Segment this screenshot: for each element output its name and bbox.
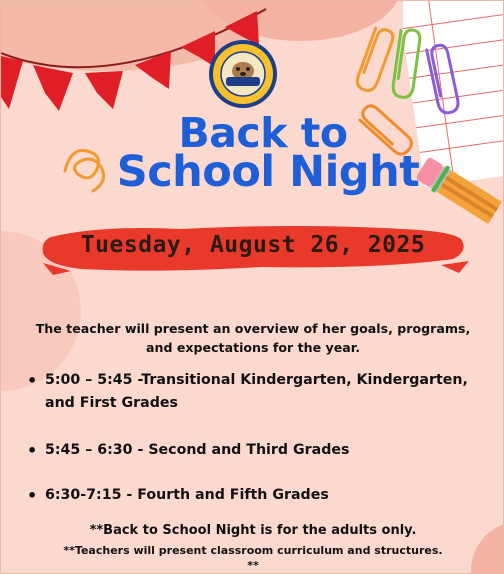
list-item: • 5:00 – 5:45 -Transitional Kindergarten, Kindergarten, and First Grades bbox=[27, 369, 487, 415]
event-date: Tuesday, August 26, 2025 bbox=[80, 232, 426, 258]
curriculum-note bbox=[1, 543, 504, 573]
paper-clip-purple bbox=[426, 44, 460, 115]
schedule-list bbox=[27, 369, 487, 529]
adults-only-note: **Back to School Night is for the adults only. bbox=[89, 523, 417, 538]
list-item: • 5:45 – 6:30 - Second and Third Grades bbox=[27, 439, 487, 462]
paper-clip-green bbox=[392, 28, 421, 98]
curriculum-note-line2: ** bbox=[247, 559, 259, 572]
page-title-line2: School Night bbox=[116, 147, 420, 197]
intro-text: The teacher will present an overview of her goals, programs, and expectations for the year. bbox=[35, 321, 471, 355]
page-title-line1: Back to bbox=[178, 109, 348, 157]
school-logo bbox=[208, 39, 278, 109]
curriculum-note-line1: **Teachers will present classroom curriculum and structures. bbox=[63, 544, 443, 557]
list-item: • 6:30-7:15 - Fourth and Fifth Grades bbox=[27, 484, 487, 507]
paper-clip-orange bbox=[355, 26, 396, 93]
